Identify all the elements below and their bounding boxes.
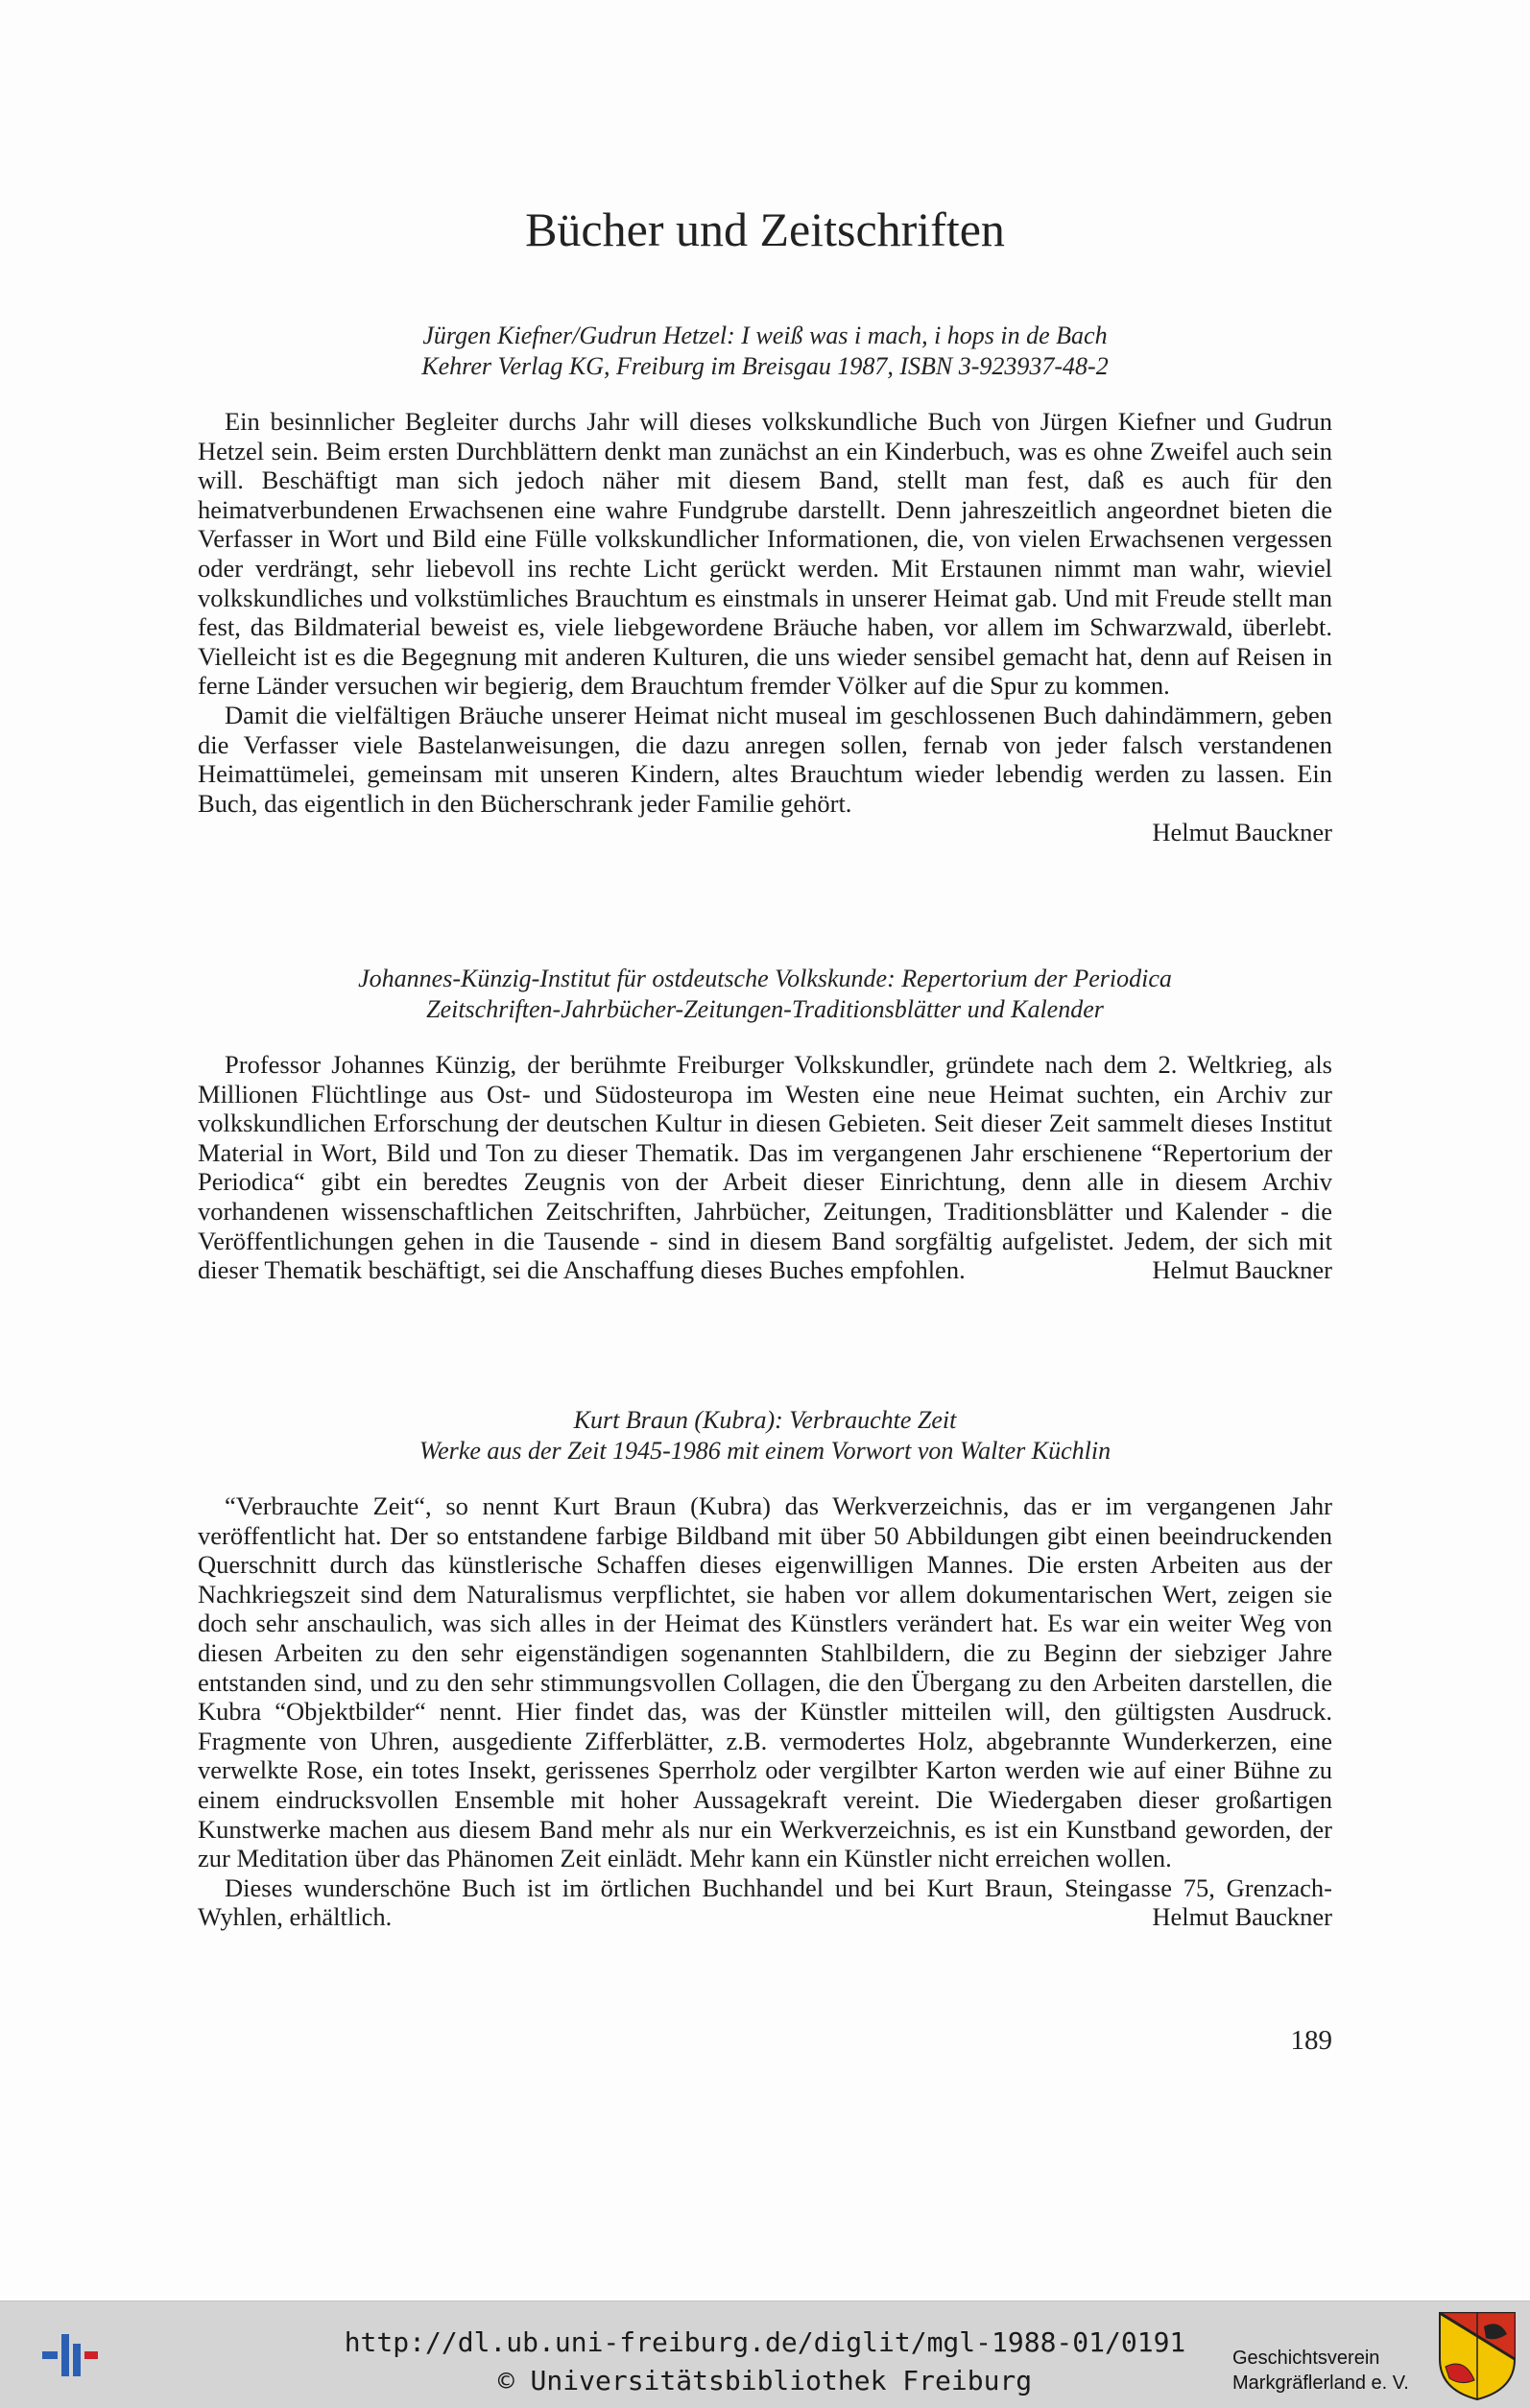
page-title: Bücher und Zeitschriften [525,203,1005,256]
review-heading-line: Kurt Braun (Kubra): Verbrauchte Zeit [573,1406,957,1434]
review-paragraph: Damit die vielfältigen Bräuche unserer Heimat nicht museal im geschlossenen Buch dahindämmern, geben die Verfasser viele Bastelanweisungen, die dazu anregen sollen, fernab von jeder falsch verstandenen Heimattümelei, gemeinsam mit unseren Kindern, altes Brauchtum wieder lebendig werden zu lassen. Ein Buch, das eigentlich in den Bücherschrank jeder Familie gehört. [198,700,1332,818]
review-heading [198,1405,1332,1466]
review-paragraph-text: Professor Johannes Künzig, der berühmte Freiburger Volkskundler, gründete nach dem 2. Weltkrieg, als Millionen Flüchtlinge aus Ost- und Südosteuropa im Westen eine neue Heimat suchten, ein Archiv zur volkskundlichen Erforschung der deutschen Kultur in diesen Gebieten. Seit dieser Zeit sammelt dieses Institut Material in Wort, Bild und Ton zu dieser Thematik. Das im vergangenen Jahr erschienene “Repertorium der Periodica“ gibt ein beredtes Zeugnis von der Arbeit dieser Einrichtung, denn alle in diesem Archiv vorhandenen wissenschaftlichen Zeitschriften, Jahrbücher, Zeitungen, Traditionsblätter und Kalender - die Veröffentlichungen gehen in die Tausende - sind in diesem Band sorgfältig aufgelistet. Jedem, der sich mit dieser Thematik beschäftigt, sei die Anschaffung dieses Buches empfohlen. [198,1050,1332,1285]
review-body [198,1050,1332,1285]
review-heading-line: Kehrer Verlag KG, Freiburg im Breisgau 1987, ISBN 3-923937-48-2 [421,352,1109,380]
review-paragraph: “Verbrauchte Zeit“, so nennt Kurt Braun (Kubra) das Werkverzeichnis, das er im vergangenen Jahr veröffentlicht hat. Der so entstandene farbige Bildband mit über 50 Abbildungen gibt einen beeindruckenden Querschnitt durch das künstlerische Schaffen dieses eigenwilligen Mannes. Die ersten Arbeiten aus der Nachkriegszeit sind dem Naturalismus verpflichtet, sie haben vor allem dokumentarischen Wert, zeigen sie doch sehr anschaulich, was sich alles in der Heimat des Künstlers verändert hat. Es war ein weiter Weg von diesen Arbeiten zu den sehr eigenständigen sogenannten Stahlbildern, die zu Beginn der siebziger Jahre entstanden sind, und zu den sehr stimmungsvollen Collagen, die den Übergang zu den Arbeiten darstellen, die Kubra “Objektbilder“ nennt. Hier findet das, was der Künstler mitteilen will, den gültigsten Ausdruck. Fragmente von Uhren, ausgediente Zifferblätter, z.B. vermodertes Holz, abgebrannte Wunderkerzen, eine verwelkte Rose, ein totes Insekt, gerissenes Sperrholz oder vergilbter Karton werden wie auf einer Bühne zu einem eindrucksvollen Ensemble mit hoher Aussagekraft vereint. Die Wiedergaben dieser großartigen Kunstwerke machen aus diesem Band mehr als nur ein Werkverzeichnis, es ist ein Kunstband geworden, der zur Meditation über das Phänomen Zeit einlädt. Mehr kann ein Künstler nicht erreichen wollen. [198,1491,1332,1873]
review-heading-line: Zeitschriften-Jahrbücher-Zeitungen-Traditionsblätter und Kalender [426,995,1104,1023]
review-paragraph [198,1873,1332,1932]
review-3 [198,1405,1332,1932]
markgraeflerland-crest-icon [1436,2309,1518,2401]
review-2 [198,964,1332,1285]
society-name [1232,2346,1409,2396]
review-heading [198,321,1332,382]
review-heading [198,964,1332,1025]
review-signature: Helmut Bauckner [1152,1255,1332,1285]
review-signature: Helmut Bauckner [1152,818,1332,847]
review-1 [198,321,1332,847]
copyright-notice: © Universitätsbibliothek Freiburg [497,2365,1033,2396]
society-name-line: Markgräflerland e. V. [1232,2372,1409,2394]
review-signature: Helmut Bauckner [1152,1902,1332,1932]
review-body [198,407,1332,847]
source-url-link[interactable]: http://dl.ub.uni-freiburg.de/diglit/mgl-1988-01/0191 [344,2326,1186,2358]
review-paragraph-text: Dieses wunderschöne Buch ist im örtlichen Buchhandel und bei Kurt Braun, Steingasse 75, Grenzach-Wyhlen, erhältlich. [198,1872,1332,1932]
page-number: 189 [1290,2025,1332,2056]
review-heading-line: Werke aus der Zeit 1945-1986 mit einem Vorwort von Walter Küchlin [418,1437,1112,1465]
review-paragraph: Ein besinnlicher Begleiter durchs Jahr will dieses volkskundliche Buch von Jürgen Kiefner und Gudrun Hetzel sein. Beim ersten Durchblättern denkt man zunächst an ein Kinderbuch, was es ohne Zweifel auch sein will. Beschäftigt man sich jedoch näher mit diesem Band, stellt man fest, daß es auch für den heimatverbundenen Erwachsenen eine wahre Fundgrube darstellt. Denn jahreszeitlich angeordnet bieten die Verfasser in Wort und Bild eine Fülle volkskundlicher Informationen, die, von vielen Erwachsenen vergessen oder verdrängt, sehr liebevoll ins rechte Licht gerückt werden. Mit Erstaunen nimmt man wahr, wieviel volkskundliches und volkstümliches Brauchtum es einstmals in unserer Heimat gab. Und mit Freude stellt man fest, das Bildmaterial beweist es, viele liebgewordene Bräuche haben, vor allem im Schwarzwald, überlebt. Vielleicht ist es die Begegnung mit anderen Kulturen, die uns wieder sensibel gemacht hat, denn auf Reisen in ferne Länder versuchen wir begierig, dem Brauchtum fremder Völker auf die Spur zu kommen. [198,407,1332,701]
review-body [198,1491,1332,1932]
society-name-line: Geschichtsverein [1232,2348,1380,2369]
footer-bar [0,2301,1530,2408]
review-paragraph [198,1050,1332,1285]
review-heading-line: Johannes-Künzig-Institut für ostdeutsche Volkskunde: Repertorium der Periodica [358,965,1172,992]
review-heading-line: Jürgen Kiefner/Gudrun Hetzel: I weiß was i mach, i hops in de Bach [422,322,1108,349]
